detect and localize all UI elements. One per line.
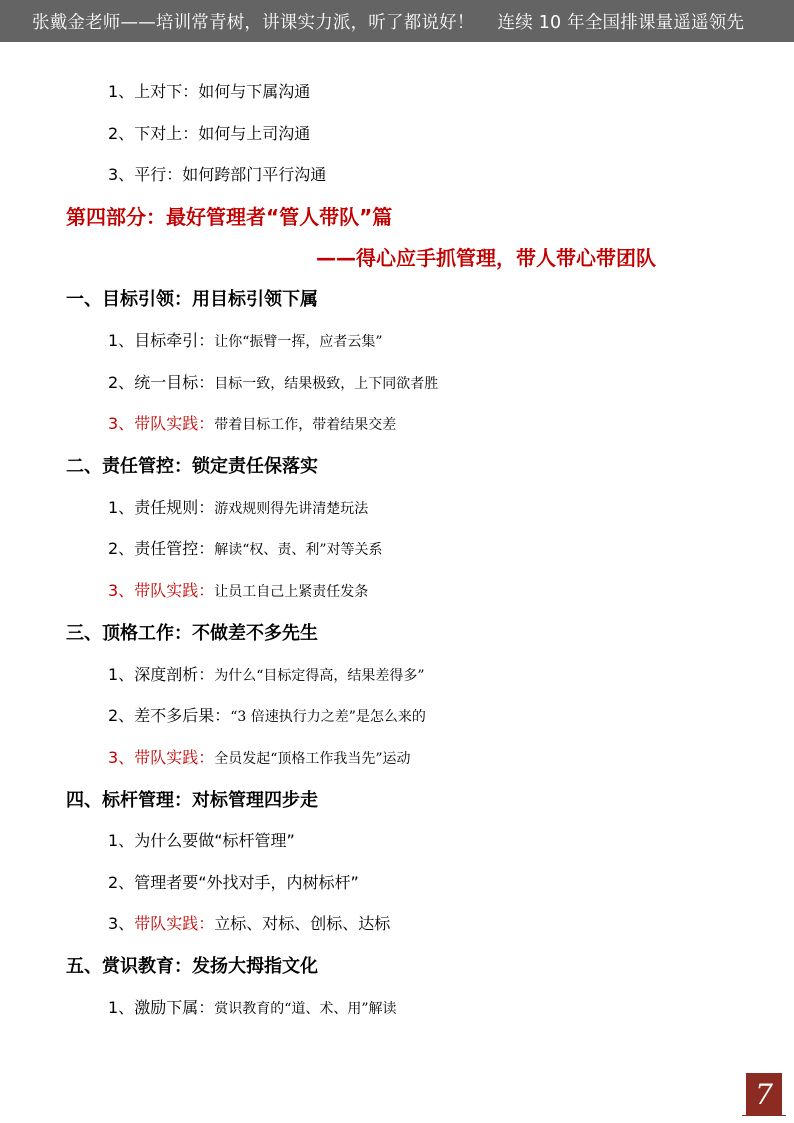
section-title: 三、顶格工作：不做差不多先生	[66, 623, 318, 644]
header-bar	[0, 0, 794, 42]
list-item: 2、差不多后果：“3 倍速执行力之差”是怎么来的	[108, 706, 426, 725]
list-item: 3、带队实践：立标、对标、创标、达标	[108, 914, 391, 933]
list-item: 1、上对下：如何与下属沟通	[108, 82, 311, 101]
list-item: 1、为什么要做“标杆管理”	[108, 831, 295, 850]
list-item: 1、目标牵引：让你“振臂一挥，应者云集”	[108, 331, 383, 350]
list-item: 2、责任管控：解读“权、责、利”对等关系	[108, 539, 383, 558]
list-item: 3、带队实践：带着目标工作，带着结果交差	[108, 414, 397, 433]
list-item: 3、带队实践：让员工自己上紧责任发条	[108, 581, 369, 600]
section-title: 五、赏识教育：发扬大拇指文化	[66, 956, 318, 977]
list-item: 2、统一目标：目标一致，结果极致，上下同欲者胜	[108, 373, 439, 392]
list-item: 2、管理者要“外找对手，内树标杆”	[108, 873, 359, 892]
header-text: 张戴金老师——培训常青树，讲课实力派，听了都说好！ 连续 10 年全国排课量遥遥领先	[32, 12, 745, 33]
page-number: 7	[755, 1077, 773, 1111]
list-item: 3、带队实践：全员发起“顶格工作我当先”运动	[108, 748, 411, 767]
list-item: 1、责任规则：游戏规则得先讲清楚玩法	[108, 498, 369, 517]
section-title: 一、目标引领：用目标引领下属	[66, 289, 318, 310]
section-title: 二、责任管控：锁定责任保落实	[66, 456, 318, 477]
list-item: 3、平行：如何跨部门平行沟通	[108, 165, 327, 184]
part-subtitle: ——得心应手抓管理，带人带心带团队	[316, 246, 656, 270]
section-title: 四、标杆管理：对标管理四步走	[66, 790, 318, 811]
list-item: 2、下对上：如何与上司沟通	[108, 124, 311, 143]
part-title: 第四部分：最好管理者“管人带队”篇	[66, 205, 393, 229]
list-item: 1、激励下属：赏识教育的“道、术、用”解读	[108, 998, 397, 1017]
list-item: 1、深度剖析：为什么“目标定得高，结果差得多”	[108, 665, 425, 684]
page-number-badge	[746, 1073, 782, 1115]
page-number-underline	[742, 1115, 786, 1116]
